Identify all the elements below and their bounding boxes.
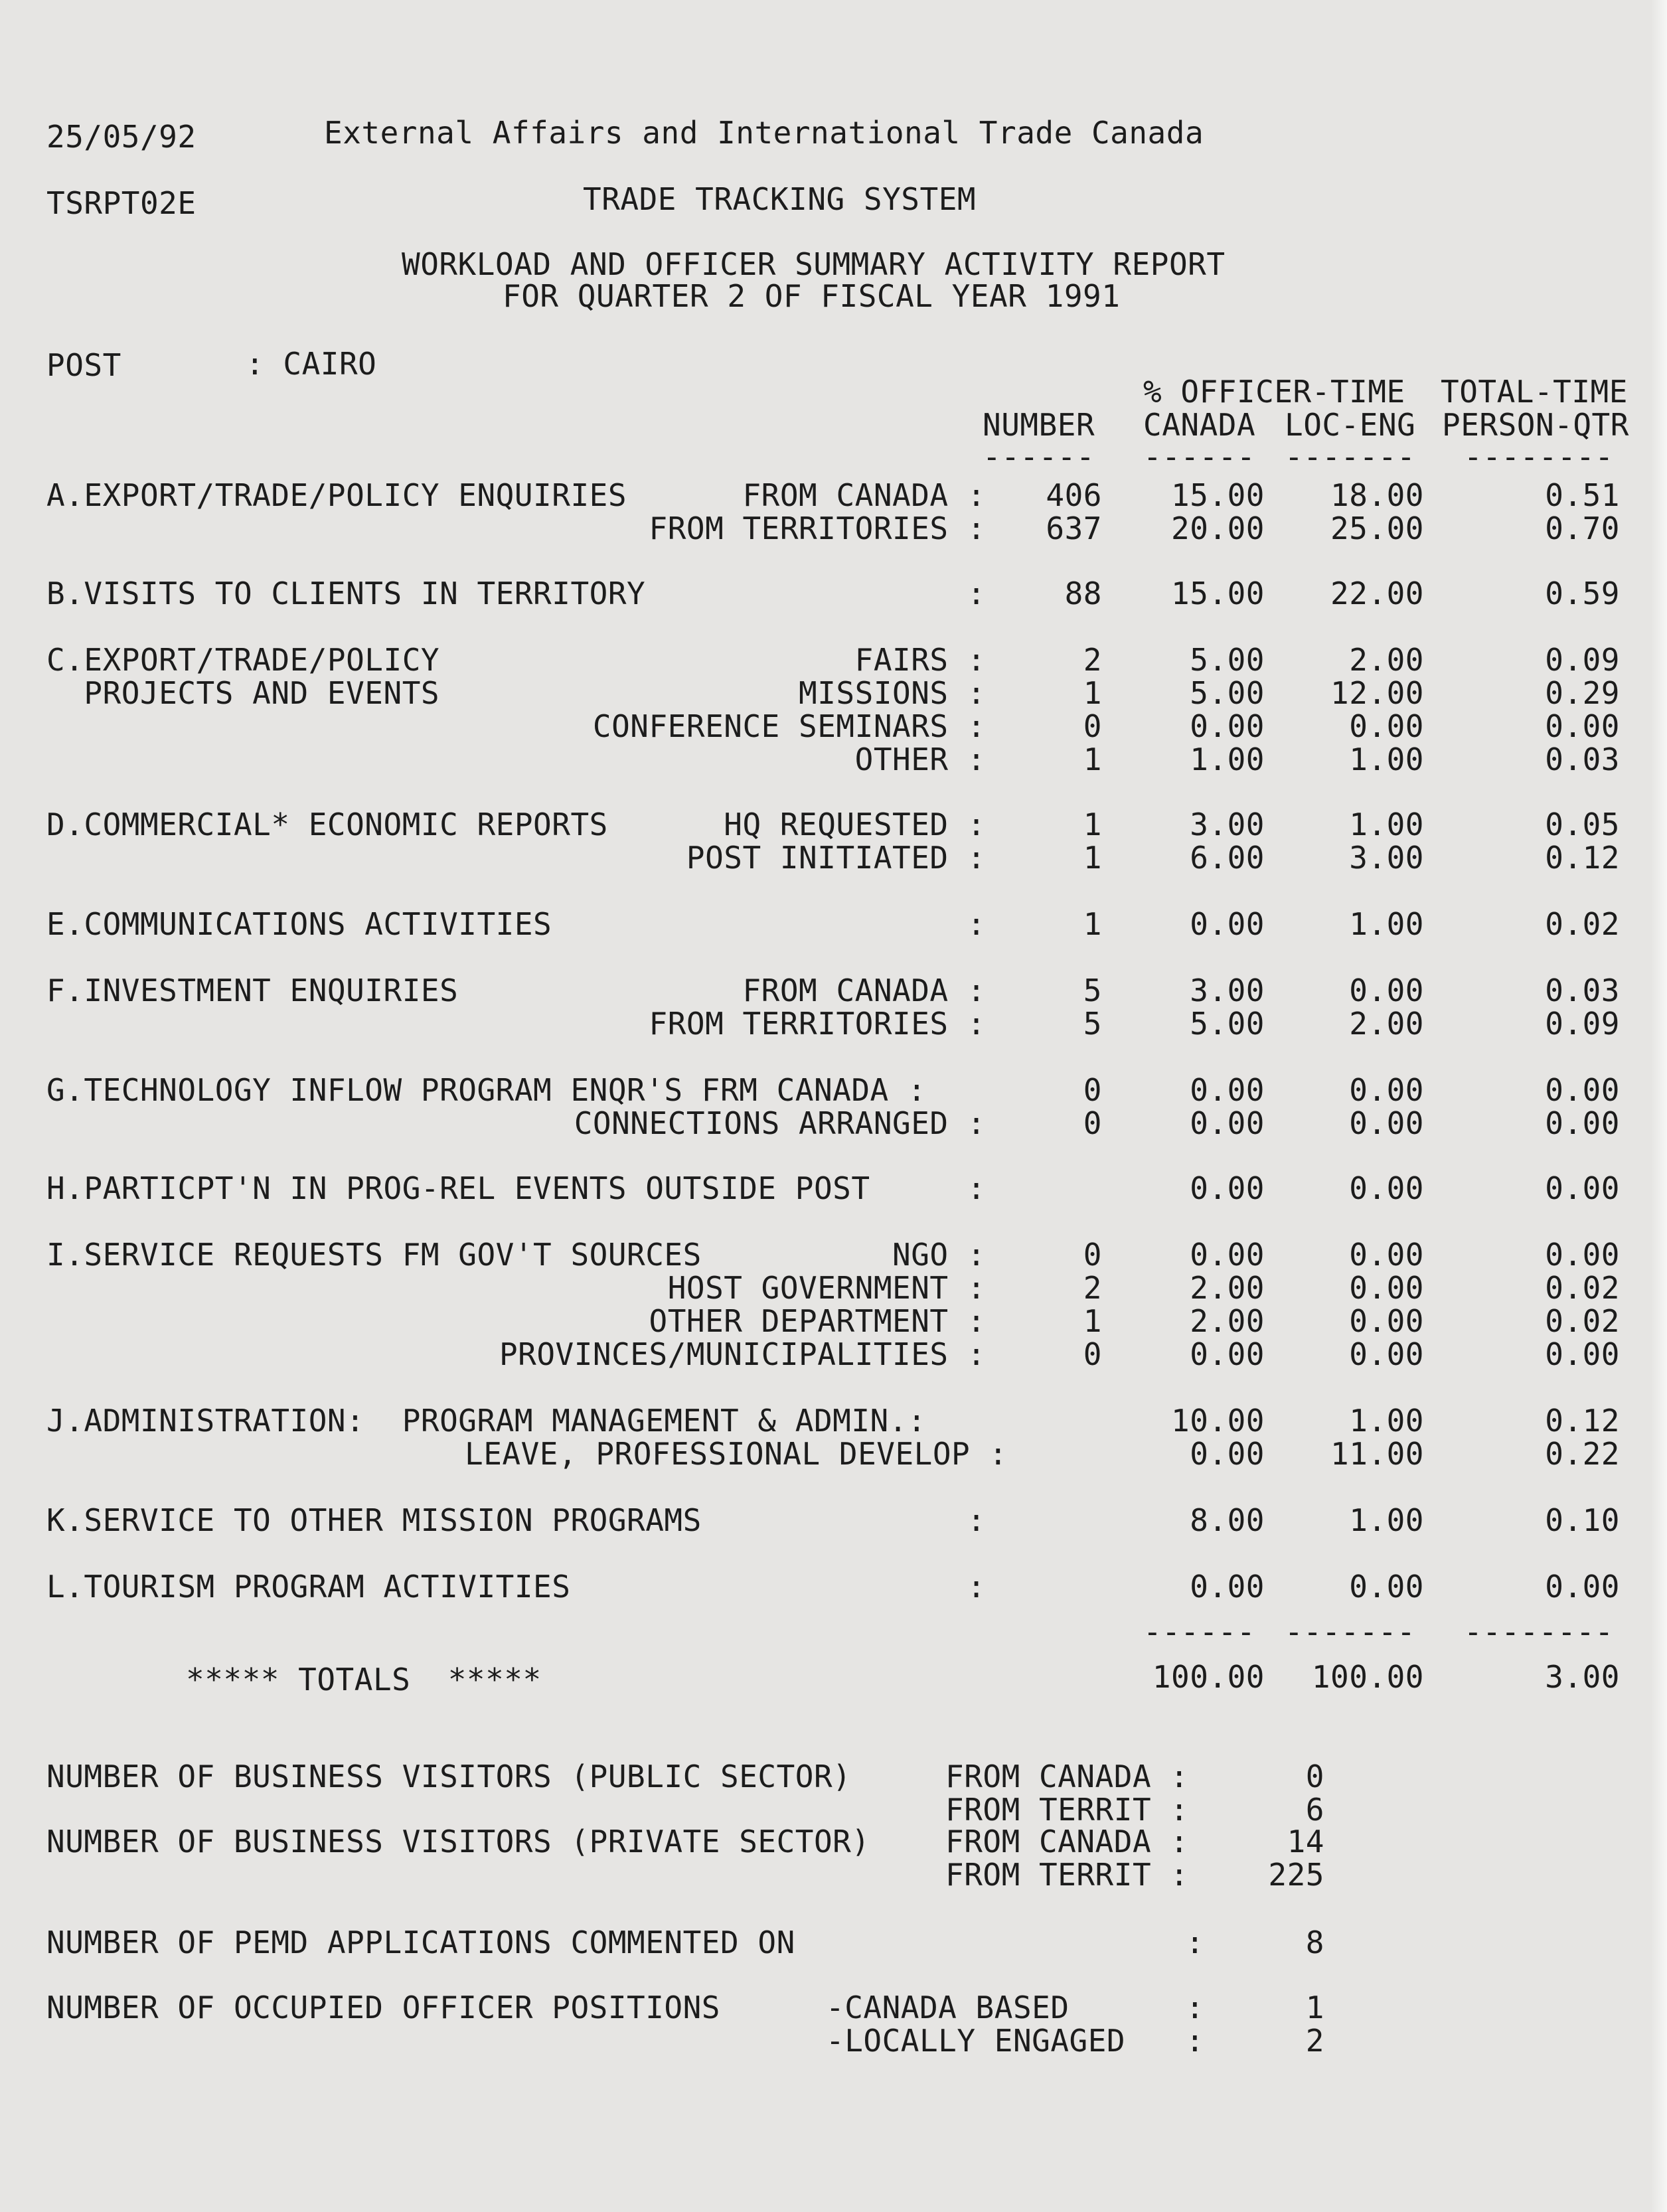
visitors-count: 225 [1268, 1857, 1324, 1893]
report-period: FOR QUARTER 2 OF FISCAL YEAR 1991 [503, 278, 1121, 314]
canada-rule: ------ [1143, 439, 1256, 475]
positions-colon: : [1186, 2023, 1205, 2059]
row-person-qtr: 0.09 [1545, 1006, 1620, 1042]
row-person-qtr: 0.12 [1545, 1403, 1620, 1439]
row-canada-pct: 2.00 [1190, 1303, 1265, 1339]
row-loc-eng-pct: 0.00 [1349, 1336, 1424, 1372]
row-person-qtr: 0.59 [1545, 576, 1620, 611]
row-canada-pct: 15.00 [1171, 477, 1265, 513]
row-label: H.PARTICPT'N IN PROG-REL EVENTS OUTSIDE POST [46, 1170, 870, 1206]
row-canada-pct: 0.00 [1190, 1072, 1265, 1108]
row-loc-eng-pct: 1.00 [1349, 1403, 1424, 1439]
positions-count: 2 [1305, 2023, 1324, 2059]
row-person-qtr: 0.00 [1545, 1105, 1620, 1141]
visitors-count: 6 [1305, 1792, 1324, 1828]
row-canada-pct: 6.00 [1190, 840, 1265, 876]
row-loc-eng-pct: 3.00 [1349, 840, 1424, 876]
row-person-qtr: 0.05 [1545, 807, 1620, 842]
row-number: 0 [1083, 1105, 1102, 1141]
row-canada-pct: 3.00 [1190, 973, 1265, 1008]
row-loc-eng-pct: 0.00 [1349, 1237, 1424, 1273]
row-person-qtr: 0.00 [1545, 1237, 1620, 1273]
row-number: 5 [1083, 973, 1102, 1008]
row-sub-label: : [967, 906, 986, 942]
number-header: NUMBER [983, 407, 1095, 443]
row-sub-label: LEAVE, PROFESSIONAL DEVELOP : [465, 1436, 1008, 1472]
row-label: G.TECHNOLOGY INFLOW PROGRAM ENQR'S FRM CANADA : [46, 1072, 927, 1108]
row-sub-label: FAIRS : [854, 642, 986, 678]
pemd-label: NUMBER OF PEMD APPLICATIONS COMMENTED ON [46, 1925, 795, 1960]
row-sub-label: OTHER : [854, 742, 986, 777]
row-label: I.SERVICE REQUESTS FM GOV'T SOURCES [46, 1237, 702, 1273]
row-loc-eng-pct: 0.00 [1349, 1303, 1424, 1339]
visitors-label: NUMBER OF BUSINESS VISITORS (PRIVATE SECTOR) [46, 1824, 870, 1859]
row-loc-eng-pct: 0.00 [1349, 1072, 1424, 1108]
row-label: A.EXPORT/TRADE/POLICY ENQUIRIES [46, 477, 627, 513]
row-canada-pct: 5.00 [1190, 1006, 1265, 1042]
row-loc-eng-pct: 1.00 [1349, 1502, 1424, 1538]
row-loc-eng-pct: 0.00 [1349, 1170, 1424, 1206]
row-person-qtr: 0.09 [1545, 642, 1620, 678]
row-canada-pct: 0.00 [1190, 1105, 1265, 1141]
row-canada-pct: 0.00 [1190, 1569, 1265, 1605]
row-sub-label: : [967, 1502, 986, 1538]
row-person-qtr: 0.02 [1545, 906, 1620, 942]
visitors-source: FROM TERRIT : [945, 1857, 1189, 1893]
visitors-count: 14 [1287, 1824, 1324, 1859]
row-label: PROJECTS AND EVENTS [46, 675, 440, 711]
row-number: 88 [1064, 576, 1102, 611]
row-number: 1 [1083, 675, 1102, 711]
row-person-qtr: 0.00 [1545, 1336, 1620, 1372]
row-number: 1 [1083, 1303, 1102, 1339]
positions-label: NUMBER OF OCCUPIED OFFICER POSITIONS [46, 1990, 720, 2025]
row-number: 1 [1083, 807, 1102, 842]
row-number: 1 [1083, 906, 1102, 942]
row-canada-pct: 0.00 [1190, 1436, 1265, 1472]
row-loc-eng-pct: 12.00 [1330, 675, 1424, 711]
row-person-qtr: 0.00 [1545, 1072, 1620, 1108]
row-loc-eng-pct: 0.00 [1349, 1105, 1424, 1141]
row-person-qtr: 0.51 [1545, 477, 1620, 513]
totals-person-qtr-rule: -------- [1464, 1614, 1614, 1650]
row-sub-label: FROM TERRITORIES : [649, 1006, 986, 1042]
row-canada-pct: 0.00 [1190, 1237, 1265, 1273]
row-person-qtr: 0.00 [1545, 1569, 1620, 1605]
post-label: POST [46, 347, 121, 383]
row-sub-label: PROVINCES/MUNICIPALITIES : [499, 1336, 986, 1372]
row-canada-pct: 0.00 [1190, 708, 1265, 744]
report-code: TSRPT02E [46, 185, 197, 221]
row-number: 5 [1083, 1006, 1102, 1042]
row-sub-label: HOST GOVERNMENT : [667, 1270, 986, 1306]
row-sub-label: FROM CANADA : [742, 477, 986, 513]
pemd-colon: : [1186, 1925, 1205, 1960]
row-person-qtr: 0.03 [1545, 973, 1620, 1008]
row-label: F.INVESTMENT ENQUIRIES [46, 973, 459, 1008]
row-label: L.TOURISM PROGRAM ACTIVITIES [46, 1569, 571, 1605]
row-number: 0 [1083, 1336, 1102, 1372]
row-number: 1 [1083, 840, 1102, 876]
positions-count: 1 [1305, 1990, 1324, 2025]
row-person-qtr: 0.29 [1545, 675, 1620, 711]
row-sub-label: : [967, 1569, 986, 1605]
report-date: 25/05/92 [46, 119, 197, 155]
row-sub-label: CONNECTIONS ARRANGED : [574, 1105, 986, 1141]
row-label: D.COMMERCIAL* ECONOMIC REPORTS [46, 807, 608, 842]
visitors-source: FROM CANADA : [945, 1759, 1189, 1794]
row-number: 1 [1083, 742, 1102, 777]
row-canada-pct: 3.00 [1190, 807, 1265, 842]
row-canada-pct: 8.00 [1190, 1502, 1265, 1538]
row-person-qtr: 0.70 [1545, 511, 1620, 546]
row-loc-eng-pct: 2.00 [1349, 642, 1424, 678]
loc-eng-header: LOC-ENG [1285, 407, 1416, 443]
row-loc-eng-pct: 1.00 [1349, 807, 1424, 842]
visitors-source: FROM CANADA : [945, 1824, 1189, 1859]
row-sub-label: FROM CANADA : [742, 973, 986, 1008]
row-sub-label: FROM TERRITORIES : [649, 511, 986, 546]
totals-label: ***** TOTALS ***** [186, 1662, 542, 1698]
organization-name: External Affairs and International Trade Canada [324, 115, 1204, 151]
row-person-qtr: 0.12 [1545, 840, 1620, 876]
visitors-count: 0 [1305, 1759, 1324, 1794]
row-loc-eng-pct: 0.00 [1349, 1270, 1424, 1306]
row-canada-pct: 10.00 [1171, 1403, 1265, 1439]
row-canada-pct: 0.00 [1190, 1336, 1265, 1372]
person-qtr-header: PERSON-QTR [1442, 407, 1629, 443]
row-canada-pct: 5.00 [1190, 642, 1265, 678]
row-person-qtr: 0.00 [1545, 708, 1620, 744]
row-number: 406 [1046, 477, 1102, 513]
row-sub-label: : [967, 576, 986, 611]
person-qtr-rule: -------- [1464, 439, 1614, 475]
row-canada-pct: 2.00 [1190, 1270, 1265, 1306]
row-canada-pct: 15.00 [1171, 576, 1265, 611]
positions-type: -LOCALLY ENGAGED [826, 2023, 1126, 2059]
report-title: WORKLOAD AND OFFICER SUMMARY ACTIVITY REPORT [402, 246, 1226, 282]
pemd-count: 8 [1305, 1925, 1324, 1960]
row-sub-label: POST INITIATED : [686, 840, 986, 876]
row-canada-pct: 0.00 [1190, 906, 1265, 942]
row-sub-label: NGO : [892, 1237, 986, 1273]
totals-loc-eng: 100.00 [1311, 1659, 1424, 1695]
loc-eng-rule: ------- [1285, 439, 1416, 475]
row-loc-eng-pct: 1.00 [1349, 742, 1424, 777]
row-label: B.VISITS TO CLIENTS IN TERRITORY [46, 576, 646, 611]
row-sub-label: OTHER DEPARTMENT : [649, 1303, 986, 1339]
canada-header: CANADA [1143, 407, 1256, 443]
row-label: J.ADMINISTRATION: PROGRAM MANAGEMENT & ADMIN.: [46, 1403, 927, 1439]
row-loc-eng-pct: 2.00 [1349, 1006, 1424, 1042]
row-canada-pct: 0.00 [1190, 1170, 1265, 1206]
totals-canada-rule: ------ [1143, 1614, 1256, 1650]
row-person-qtr: 0.00 [1545, 1170, 1620, 1206]
row-person-qtr: 0.03 [1545, 742, 1620, 777]
totals-person-qtr: 3.00 [1545, 1659, 1620, 1695]
row-loc-eng-pct: 11.00 [1330, 1436, 1424, 1472]
row-sub-label: CONFERENCE SEMINARS : [592, 708, 986, 744]
total-time-header: TOTAL-TIME [1441, 374, 1628, 410]
row-person-qtr: 0.02 [1545, 1303, 1620, 1339]
row-person-qtr: 0.02 [1545, 1270, 1620, 1306]
number-rule: ------ [983, 439, 1095, 475]
row-loc-eng-pct: 25.00 [1330, 511, 1424, 546]
row-number: 2 [1083, 1270, 1102, 1306]
row-canada-pct: 1.00 [1190, 742, 1265, 777]
row-sub-label: : [967, 1170, 986, 1206]
row-person-qtr: 0.22 [1545, 1436, 1620, 1472]
row-loc-eng-pct: 0.00 [1349, 973, 1424, 1008]
visitors-source: FROM TERRIT : [945, 1792, 1189, 1828]
row-sub-label: MISSIONS : [799, 675, 986, 711]
row-number: 2 [1083, 642, 1102, 678]
row-label: C.EXPORT/TRADE/POLICY [46, 642, 440, 678]
row-label: K.SERVICE TO OTHER MISSION PROGRAMS [46, 1502, 702, 1538]
visitors-label: NUMBER OF BUSINESS VISITORS (PUBLIC SECTOR) [46, 1759, 852, 1794]
row-number: 0 [1083, 708, 1102, 744]
row-loc-eng-pct: 18.00 [1330, 477, 1424, 513]
pct-officer-time-header: % OFFICER-TIME [1143, 374, 1405, 410]
totals-loc-eng-rule: ------- [1285, 1614, 1416, 1650]
row-canada-pct: 5.00 [1190, 675, 1265, 711]
post-value: : CAIRO [246, 346, 377, 382]
positions-type: -CANADA BASED [826, 1990, 1070, 2025]
row-loc-eng-pct: 1.00 [1349, 906, 1424, 942]
totals-canada: 100.00 [1152, 1659, 1265, 1695]
row-sub-label: HQ REQUESTED : [724, 807, 986, 842]
row-label: E.COMMUNICATIONS ACTIVITIES [46, 906, 552, 942]
row-loc-eng-pct: 0.00 [1349, 1569, 1424, 1605]
row-number: 0 [1083, 1237, 1102, 1273]
row-number: 637 [1046, 511, 1102, 546]
row-person-qtr: 0.10 [1545, 1502, 1620, 1538]
page-edge [1651, 0, 1667, 2212]
row-number: 0 [1083, 1072, 1102, 1108]
system-name: TRADE TRACKING SYSTEM [583, 181, 977, 217]
row-loc-eng-pct: 0.00 [1349, 708, 1424, 744]
row-loc-eng-pct: 22.00 [1330, 576, 1424, 611]
positions-colon: : [1186, 1990, 1205, 2025]
row-canada-pct: 20.00 [1171, 511, 1265, 546]
